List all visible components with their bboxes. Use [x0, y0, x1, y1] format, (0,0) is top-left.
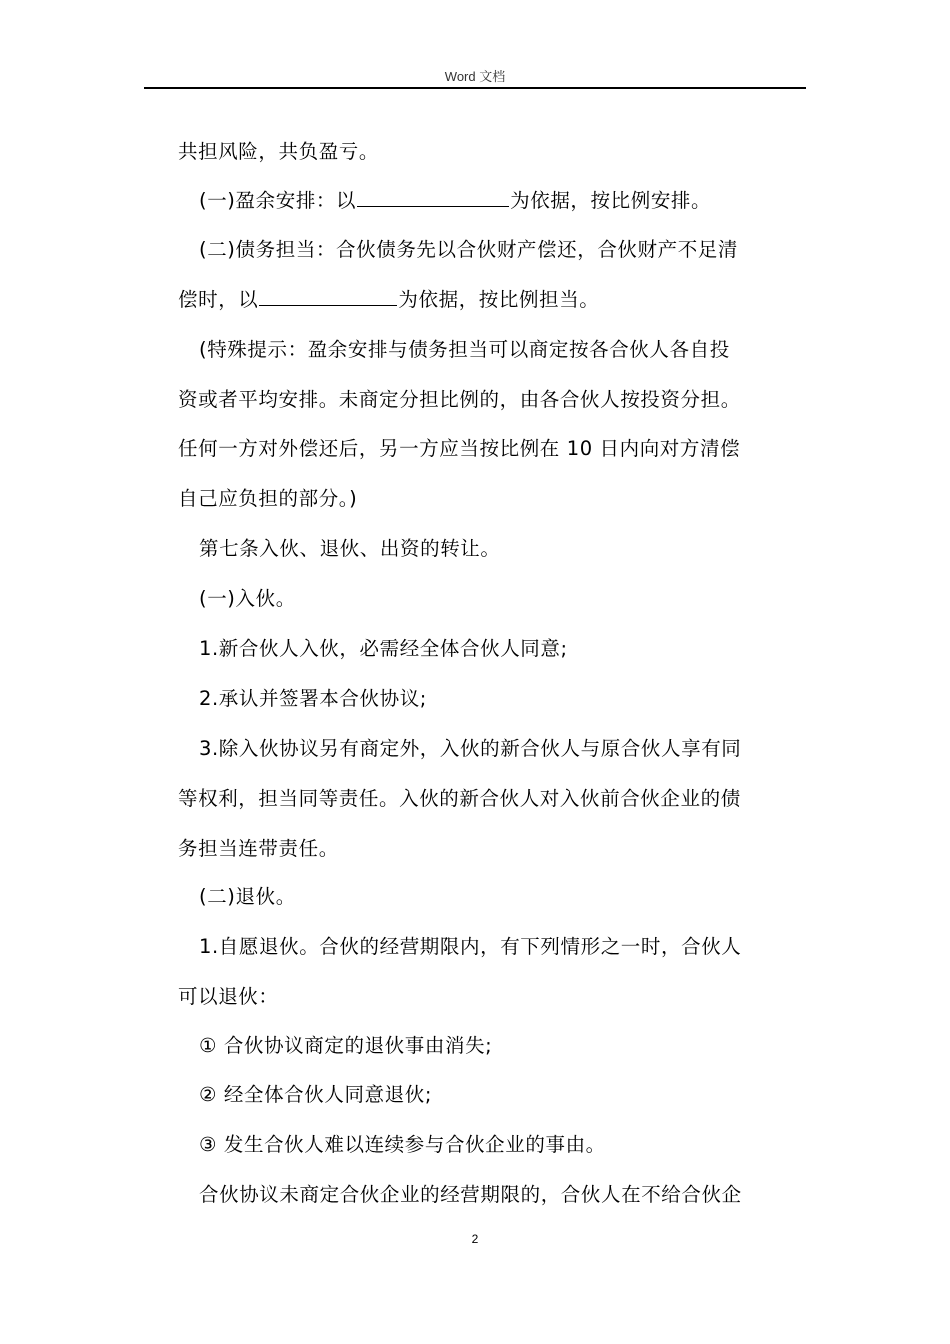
text-fragment: (一)盈余安排：以: [199, 189, 357, 212]
text-line: 资或者平均安排。未商定分担比例的，由各合伙人按投资分担。: [178, 388, 741, 411]
list-item: ③ 发生合伙人难以连续参与合伙企业的事由。: [199, 1133, 606, 1156]
subsection-heading: (二)退伙。: [199, 885, 296, 908]
text-line: 务担当连带责任。: [178, 837, 339, 860]
text-line: (特殊提示：盈余安排与债务担当可以商定按各合伙人各自投: [199, 338, 730, 361]
text-line: (二)债务担当：合伙债务先以合伙财产偿还，合伙财产不足清: [199, 238, 739, 261]
text-line: [199, 186, 711, 216]
text-line: 共担风险，共负盈亏。: [178, 140, 380, 163]
header-divider: [144, 87, 806, 89]
subsection-heading: (一)入伙。: [199, 587, 296, 610]
text-fragment: 偿时，以: [178, 288, 259, 311]
text-line: [178, 285, 599, 315]
text-line: 合伙协议未商定合伙企业的经营期限的，合伙人在不给合伙企: [199, 1183, 742, 1206]
page-header-title: Word 文档: [444, 69, 506, 84]
text-line: 1.新合伙人入伙，必需经全体合伙人同意;: [199, 637, 568, 660]
text-fragment: 为依据，按比例安排。: [510, 189, 712, 212]
text-line: 等权利，担当同等责任。入伙的新合伙人对入伙前合伙企业的债: [178, 787, 741, 810]
list-item: ① 合伙协议商定的退伙事由消失;: [199, 1034, 493, 1057]
fill-in-blank: [259, 287, 397, 306]
text-line: 3.除入伙协议另有商定外，入伙的新合伙人与原合伙人享有同: [199, 737, 742, 760]
page-number: 2: [471, 1232, 479, 1246]
text-fragment: 为依据，按比例担当。: [398, 288, 600, 311]
section-heading: 第七条入伙、退伙、出资的转让。: [199, 537, 501, 560]
text-line: 2.承认并签署本合伙协议;: [199, 687, 427, 710]
text-line: 可以退伙：: [178, 985, 279, 1008]
text-line: 任何一方对外偿还后，另一方应当按比例在 10 日内向对方清偿: [178, 437, 741, 460]
fill-in-blank: [357, 188, 509, 207]
text-line: 1.自愿退伙。合伙的经营期限内，有下列情形之一时，合伙人: [199, 935, 742, 958]
text-line: 自己应负担的部分。): [178, 487, 358, 510]
list-item: ② 经全体合伙人同意退伙;: [199, 1083, 433, 1106]
